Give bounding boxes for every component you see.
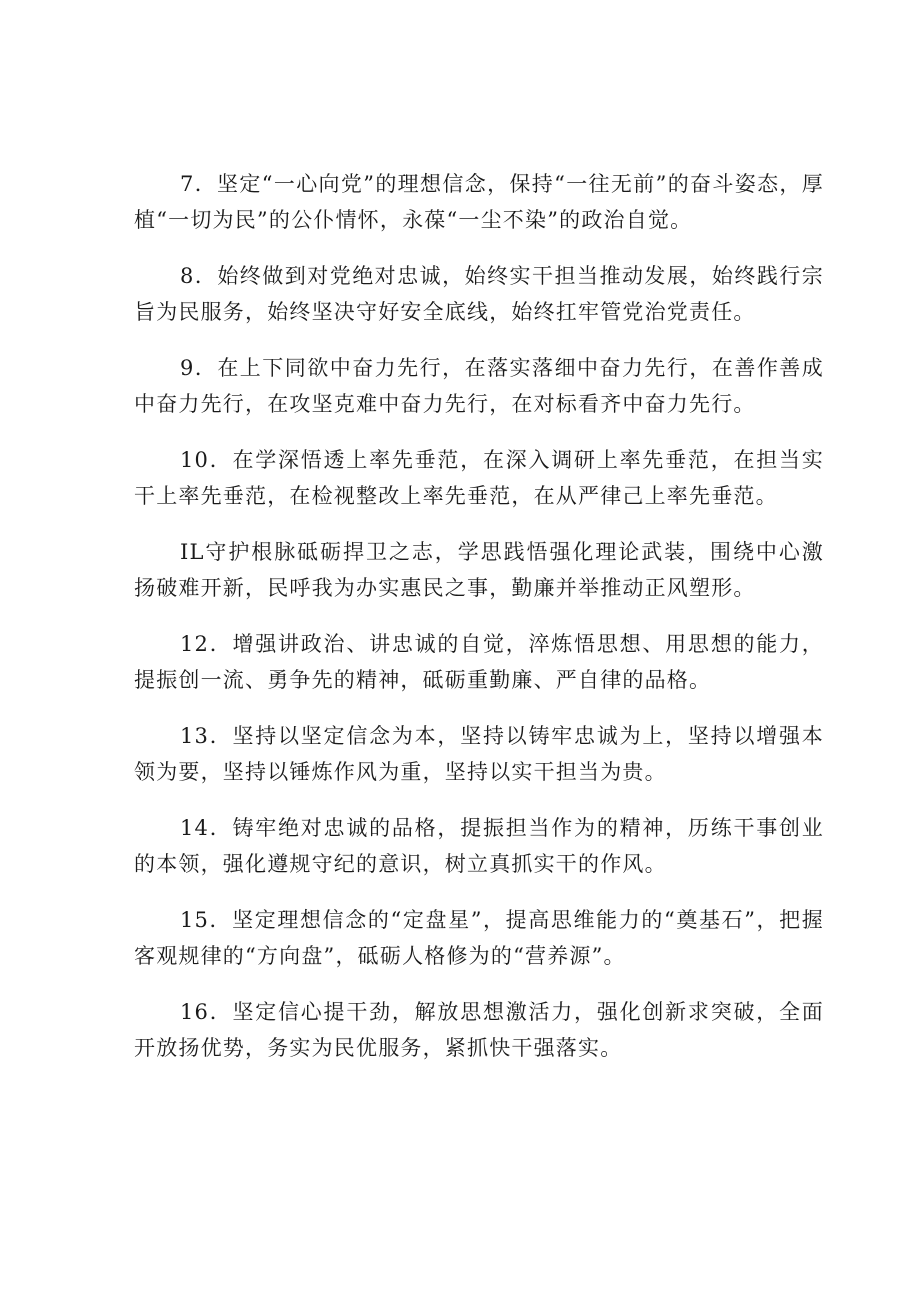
paragraph-15: 15．坚定理想信念的“定盘星”，提高思维能力的“奠基石”，把握客观规律的“方向盘”，砥砺人格修为的“营养源”。 (134, 908, 824, 968)
paragraph-8: 8．始终做到对党绝对忠诚，始终实干担当推动发展，始终践行宗旨为民服务，始终坚决守好安全底线，始终扛牢管党治党责任。 (134, 264, 824, 324)
paragraph-7: 7．坚定“一心向党”的理想信念，保持“一往无前”的奋斗姿态，厚植“一切为民”的公仆情怀，永葆“一尘不染”的政治自觉。 (134, 172, 824, 232)
paragraph-9: 9．在上下同欲中奋力先行，在落实落细中奋力先行，在善作善成中奋力先行，在攻坚克难中奋力先行，在对标看齐中奋力先行。 (134, 356, 824, 416)
paragraph-14: 14．铸牢绝对忠诚的品格，提振担当作为的精神，历练干事创业的本领，强化遵规守纪的意识，树立真抓实干的作风。 (134, 816, 824, 876)
paragraph-13: 13．坚持以坚定信念为本，坚持以铸牢忠诚为上，坚持以增强本领为要，坚持以锤炼作风为重，坚持以实干担当为贵。 (134, 724, 824, 784)
paragraph-12: 12．增强讲政治、讲忠诚的自觉，淬炼悟思想、用思想的能力，提振创一流、勇争先的精神，砥砺重勤廉、严自律的品格。 (134, 632, 824, 692)
paragraph-16: 16．坚定信心提干劲，解放思想激活力，强化创新求突破，全面开放扬优势，务实为民优服务，紧抓快干强落实。 (134, 1000, 824, 1060)
document-body (134, 166, 824, 1086)
paragraph-10: 10．在学深悟透上率先垂范，在深入调研上率先垂范，在担当实干上率先垂范，在检视整改上率先垂范，在从严律己上率先垂范。 (134, 448, 824, 508)
paragraph-11: IL守护根脉砥砺捍卫之志，学思践悟强化理论武装，围绕中心激扬破难开新，民呼我为办实惠民之事，勤廉并举推动正风塑形。 (134, 540, 824, 600)
